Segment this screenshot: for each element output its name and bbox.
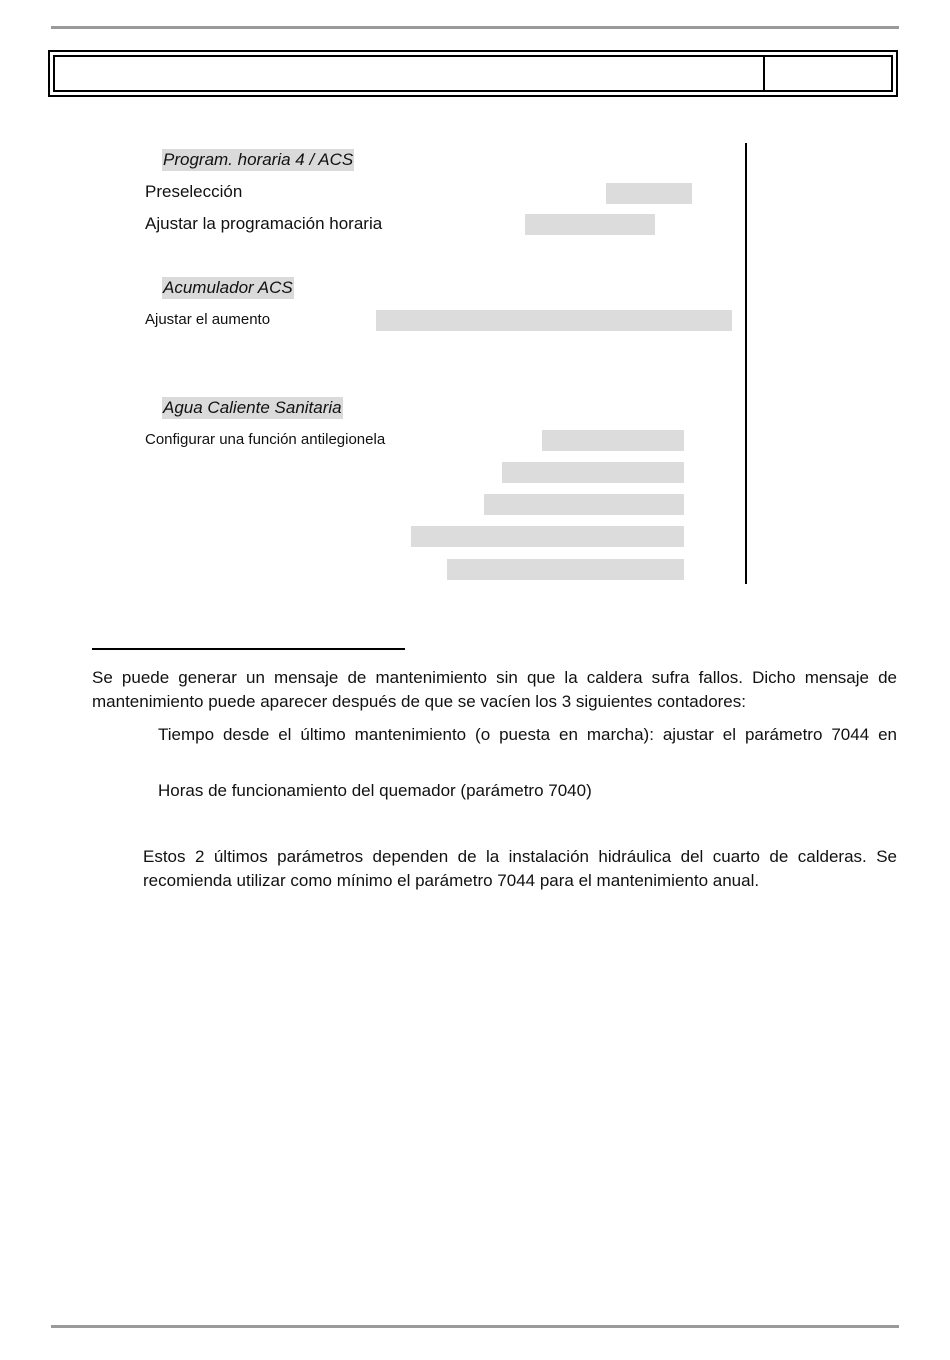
value-field-antilegionela-2 (502, 462, 684, 483)
maintenance-intro: Se puede generar un mensaje de mantenimiento sin que la caldera sufra fallos. Dicho mensaje de mantenimiento puede aparecer después de que se vacíen los 3 siguientes contadores: (92, 668, 897, 711)
maintenance-note: Estos 2 últimos parámetros dependen de la instalación hidráulica del cuarto de calderas. Se recomienda utilizar como mínimo el parámetro 7044 para el mantenimiento anual. (143, 847, 897, 890)
top-rule (51, 26, 899, 29)
bottom-rule (51, 1325, 899, 1328)
value-field-antilegionela-3 (484, 494, 684, 515)
maintenance-item-1: Tiempo desde el último mantenimiento (o puesta en marcha): ajustar el parámetro 7044 en (158, 725, 897, 744)
value-field-preseleccion (606, 183, 692, 204)
value-field-ajustar-aumento (376, 310, 732, 331)
header-divider (763, 57, 765, 90)
row-label-preseleccion: Preselección (145, 182, 243, 201)
section-title-program-horaria: Program. horaria 4 / ACS (163, 150, 354, 169)
value-field-antilegionela-5 (447, 559, 684, 580)
maintenance-heading-underline (92, 648, 405, 650)
maintenance-item-2: Horas de funcionamiento del quemador (parámetro 7040) (158, 781, 592, 800)
value-field-antilegionela (542, 430, 684, 451)
header-box (48, 50, 898, 97)
row-label-ajustar-programacion: Ajustar la programación horaria (145, 214, 383, 233)
section-title-agua-caliente: Agua Caliente Sanitaria (163, 398, 342, 417)
section-title-acumulador-acs: Acumulador ACS (163, 278, 293, 297)
row-label-antilegionela: Configurar una función antilegionela (145, 431, 386, 448)
row-label-ajustar-aumento: Ajustar el aumento (145, 311, 271, 328)
value-field-antilegionela-4 (411, 526, 684, 547)
header-inner-frame (53, 55, 893, 92)
value-field-ajustar-programacion (525, 214, 655, 235)
settings-vertical-line (745, 143, 747, 584)
